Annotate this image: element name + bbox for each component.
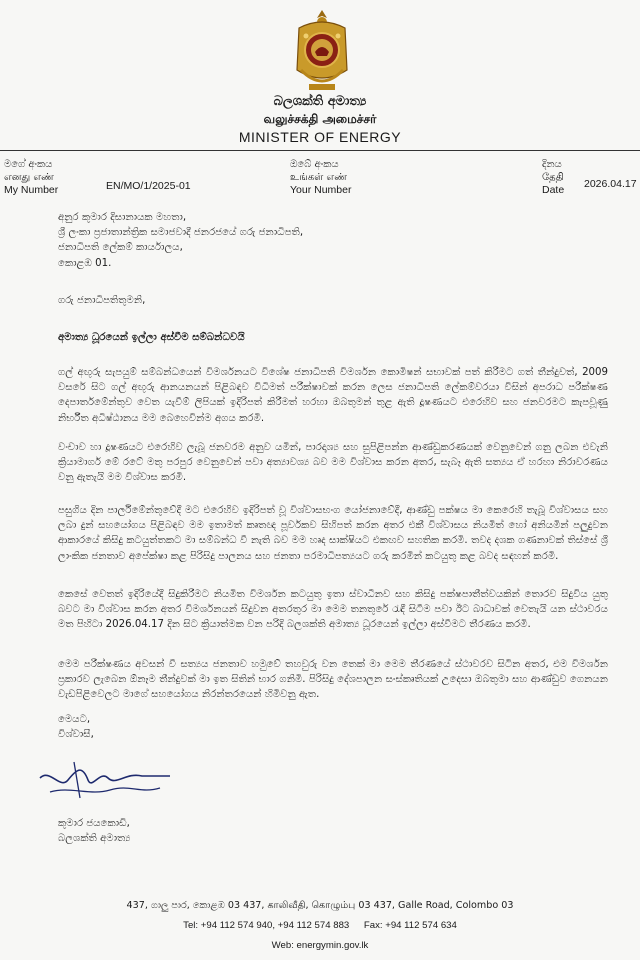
minister-title-tamil: வலுச்சக்தி அமைச்சர் xyxy=(263,112,377,126)
addressee-line: ශ්‍රී ලංකා ප්‍රජාතාන්ත්‍රික සමාජවාදී ජනරජයේ ගරු ජනාධිපති, xyxy=(58,227,304,239)
signatory-title: බලශක්ති අමාත්‍ය xyxy=(58,833,131,845)
body-paragraph-5: මෙම පරීක්ෂණය අවසන් වී සත්‍යය ජනතාව හමුවේ තහවුරු වන තෙක් මා මෙම තීරණයේ ස්ථාවරව සිටින අතර, එම විමර්ශන ප්‍රකාරව ලැබෙන ඕනෑම තීන්දුවක් මා ඉත සිතින් භාර ගනිමි. පිරිසිදු දේශපාලන සංස්කෘතියක් උදෙසා ඔබතුමා සහ ආණ්ඩුව ගෙනයන වැඩපිළිවෙලට මාගේ සහයෝගය නිරන්තරයෙන් හිමිවනු ඇත. xyxy=(58,659,608,701)
footer-telephone: Tel: +94 112 574 940, +94 112 574 883 xyxy=(183,920,350,931)
addressee-line: ජනාධිපති ලේකම් කාර්යාලය, xyxy=(58,242,183,254)
signatory-block xyxy=(58,816,608,846)
footer-contacts xyxy=(0,920,640,931)
body-paragraph-4: කෙසේ වෙතත් ඉදිරියේදී සිදුකිරීමට නියමිත විමර්ශන කටයුතු ඉතා ස්වාධීනව සහ කිසිදු පක්ෂපාතීත්වයකින් තොරව සිදුවිය යුතු බවට මා විශ්වාස කරන අතර විමර්ශනයන් සිදුවන අතරතුර මා මෙම තනතුරේ රැඳී සිටීම පවා ඊට බාධාවක් වෙතැයි යන ස්ථාවරය මත පිහිටා 2026.04.17 දින සිට ක්‍රියාත්මක වන පරිදි බලශක්ති අමාත්‍ය ධූරයෙන් ඉල්ලා අස්වීමට තීරණය කරමි. xyxy=(58,589,608,631)
body-paragraph-1: ගල් අඟුරු සැපයුම් සම්බන්ධයෙන් විමර්ශනයට විශේෂ ජනාධිපති විමර්ශන කොමිෂන් සභාවක් පත් කිරීමට ගත් තීන්දුවත්, 2009 වසරේ සිට ගල් අඟුරු ආනයනයන් පිළිබඳව විධිමත් පරීක්ෂාවක් කරන ලෙස ජනාධිපති ලේකම්වරයා විසින් අපරාධ පරීක්ෂණ දෙපාර්තමේන්තුව වෙත යැවීම් ලිපියක් ඉදිරිපත් කිරීමත් හරහා ඔබතුමන් තුළ ඇති දූෂණයට එරෙහිව සහ ජනවරමට කැපවූණු නිර්භීත අධිෂ්ඨානය මම බෙහෙවින්ම අගය කරමි. xyxy=(58,367,608,424)
body-paragraph-3: පසුගිය දින පාර්ලිමේන්තුවේදී මට එරෙහිව ඉදිරිපත් වූ විශ්වාසභංග යෝජනාවේදී, ආණ්ඩු පක්ෂය මා කෙරෙහි තැබූ විශ්වාසය සහ ලබා දුන් සහයෝගය පිළිබඳව මම ඉතාමත් කෘතඥ පූර්වකව සිහිපත් කරන අතර එකී විශ්වාසය නියමිත් හෝ අනියමින් පලුදුවන ආකාරයේ කිසිදු කටයුත්තකට මා සම්බන්ධ වී නැති බව මම හෘද සාක්ෂියට එකඟව සහතික කරමි. තවද දශක ගණනාවක් තිස්සේ ශ්‍රී ලාංකික ජනතාව අපේක්ෂා කළ පිරිසිදු පාලනය සහ ජනතා පරමාධිපත්‍යයට ගරු කරමින් කටයුතු කළ බවද සඳහන් කරමි. xyxy=(58,505,608,562)
closing-line: මෙයට, xyxy=(58,714,91,725)
footer-website: Web: energymin.gov.lk xyxy=(271,940,369,951)
body-paragraph-2: වංචාව හා දූෂණයට එරෙහිව ලැබූ ජනවරම අනුව යමින්, පාරදෘශ්‍ය සහ සුපිළිපන්න ආණ්ඩුකරණයක් වෙනුවෙන් ගනු ලබන එවැනි ක්‍රියාමාර්ග මේ රටේ මතු පරපුර වෙනුවෙන් පවා අත්‍යාවශ්‍ය බව මම විශ්වාස කරන අතර, සැබෑ ඇති සත්‍යය ඒ හරහා නිරාවරණය වනු ඇතැයි මම විශ්වාස කරමි. xyxy=(58,442,608,484)
addressee-block xyxy=(58,210,608,271)
header-divider xyxy=(0,150,640,151)
minister-title-sinhala: බලශක්ති අමාත්‍ය xyxy=(273,94,367,109)
signatory-name: කුමාර ජයකොඩි, xyxy=(58,818,130,829)
date-value: 2026.04.17 xyxy=(584,178,637,190)
my-number-value: EN/MO/1/2025-01 xyxy=(106,180,191,192)
date-label: දිනය தேதி Date xyxy=(542,159,565,196)
closing-line: විශ්වාසී, xyxy=(58,729,94,741)
salutation: ගරු ජනාධිපතිතුමනි, xyxy=(58,295,146,306)
national-emblem-icon xyxy=(291,8,353,100)
footer-fax: Fax: +94 112 574 634 xyxy=(363,920,457,931)
addressee-line: අනුර කුමාර දිසානායක මහතා, xyxy=(58,212,187,223)
footer-address: 437, ගාලු පාර, කොළඹ 03 437, காலிவீதி, கொழும்பு 03 437, Galle Road, Colombo 03 xyxy=(126,900,514,911)
addressee-line: කොළඹ 01. xyxy=(58,257,112,269)
letter-subject: අමාත්‍ය ධූරයෙන් ඉල්ලා අස්වීම සම්බන්ධවයි xyxy=(58,332,245,343)
closing-block xyxy=(58,712,608,742)
your-number-label: ඔබේ අංකය உங்கள் எண் Your Number xyxy=(290,159,352,196)
minister-title-english: MINISTER OF ENERGY xyxy=(238,129,402,145)
handwritten-signature xyxy=(30,750,180,820)
my-number-label: මගේ අංකය எனது எண் My Number xyxy=(4,159,59,196)
